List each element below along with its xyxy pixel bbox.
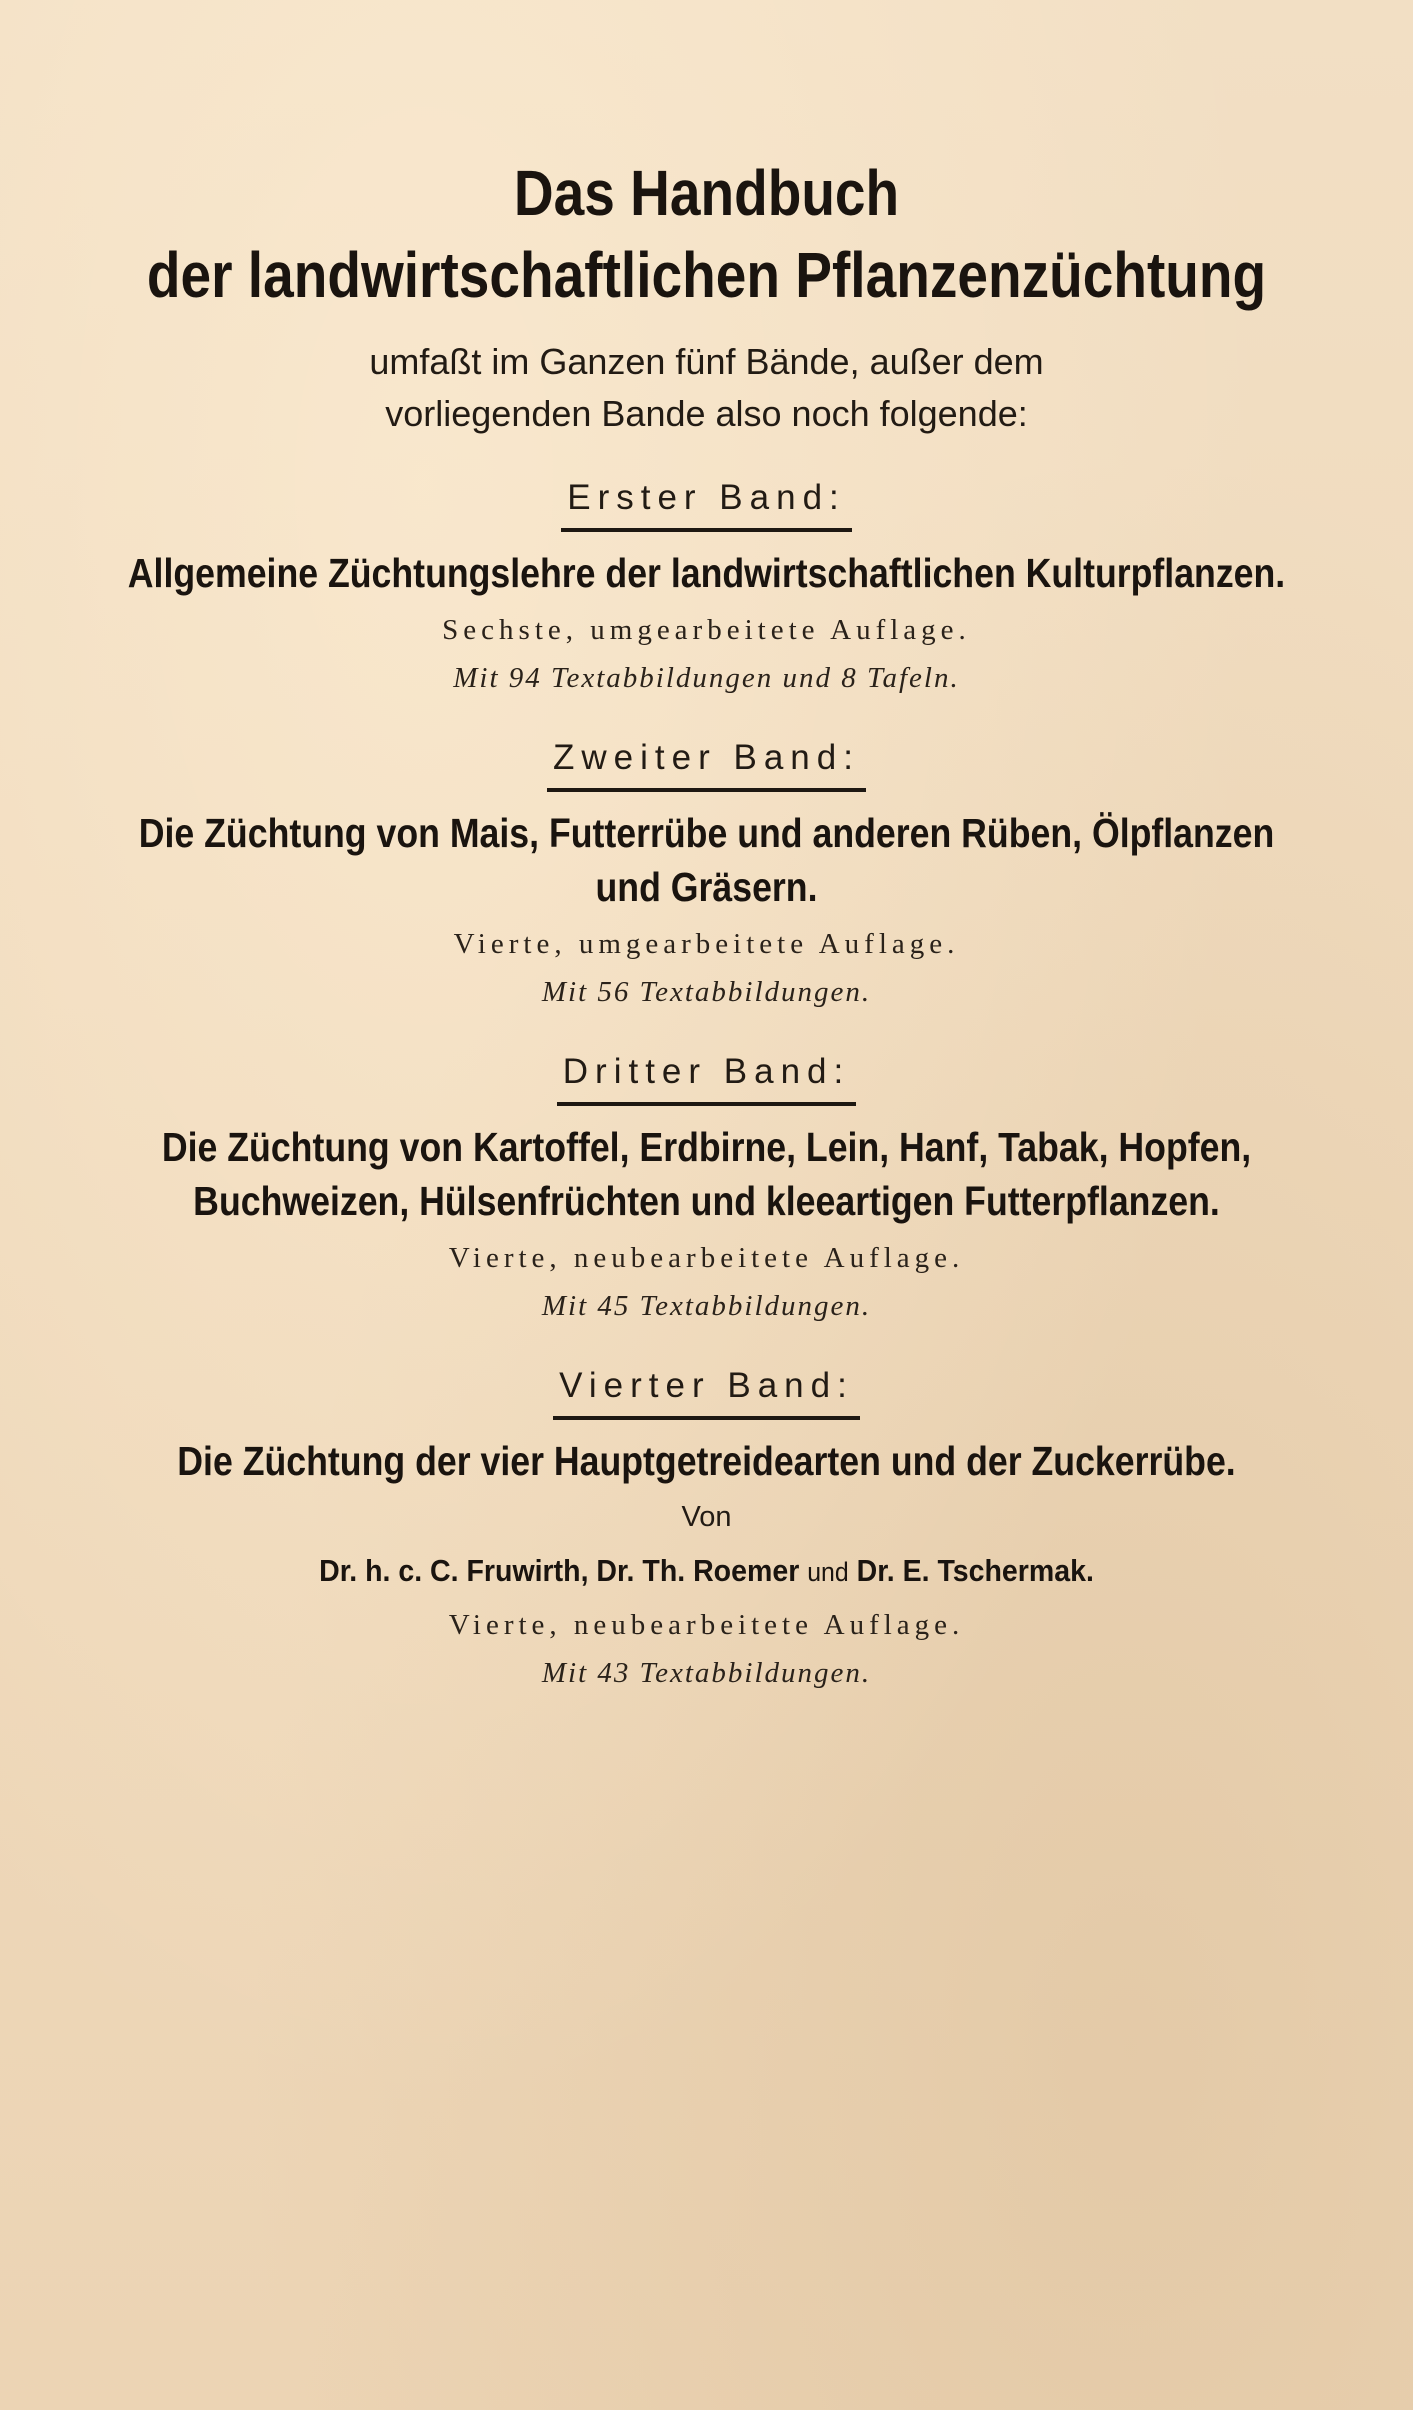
authors-line	[57, 1548, 1357, 1595]
volume-edition: Vierte, neubearbeitete Auflage.	[448, 1242, 965, 1274]
volume-illustrations: Mit 94 Textabbildungen und 8 Tafeln.	[453, 662, 960, 694]
author-name: Dr. E. Tschermak.	[856, 1553, 1094, 1588]
volume-label: Zweiter Band:	[547, 734, 866, 792]
author-name: Dr. h. c. C. Fruwirth,	[319, 1553, 589, 1588]
volume-label: Dritter Band:	[557, 1048, 856, 1106]
volume-title-line-1: Die Züchtung von Kartoffel, Erdbirne, Lein, Hanf, Tabak, Hopfen,	[161, 1124, 1252, 1170]
volume-edition: Sechste, umgearbeitete Auflage.	[442, 614, 971, 646]
volume-title-line-1: Die Züchtung von Mais, Futterrübe und anderen Rüben, Ölpflanzen	[138, 810, 1275, 856]
page-title-line-1: Das Handbuch	[513, 157, 900, 229]
intro-line-1: umfaßt im Ganzen fünf Bände, außer dem	[369, 341, 1044, 382]
volume-title: Die Züchtung der vier Hauptgetreidearten und der Zuckerrübe.	[177, 1438, 1236, 1484]
volume-section-2	[0, 734, 1413, 1014]
intro-line-2: vorliegenden Bande also noch folgende:	[385, 393, 1028, 434]
volume-section-4	[0, 1362, 1413, 1695]
volume-section-3	[0, 1048, 1413, 1328]
page-title-line-2: der landwirtschaftlichen Pflanzenzüchtung	[146, 239, 1267, 311]
page-content	[0, 150, 1413, 1695]
volume-illustrations: Mit 45 Textabbildungen.	[541, 1290, 872, 1322]
volume-section-1	[0, 474, 1413, 700]
volume-label: Erster Band:	[561, 474, 852, 532]
volume-edition: Vierte, umgearbeitete Auflage.	[453, 928, 960, 960]
von-label: Von	[681, 1501, 732, 1533]
volume-title: Allgemeine Züchtungslehre der landwirtschaftlichen Kulturpflanzen.	[127, 550, 1286, 596]
volume-illustrations: Mit 43 Textabbildungen.	[541, 1657, 872, 1689]
volume-edition: Vierte, neubearbeitete Auflage.	[448, 1609, 965, 1641]
author-name: Dr. Th. Roemer	[596, 1553, 800, 1588]
intro-text	[0, 336, 1413, 440]
volume-title-line-2: Buchweizen, Hülsenfrüchten und kleeartigen Futterpflanzen.	[193, 1178, 1220, 1224]
volume-label: Vierter Band:	[553, 1362, 860, 1420]
author-conjunction: und	[807, 1557, 849, 1587]
volume-title-line-2: und Gräsern.	[595, 864, 818, 910]
volume-illustrations: Mit 56 Textabbildungen.	[541, 976, 872, 1008]
